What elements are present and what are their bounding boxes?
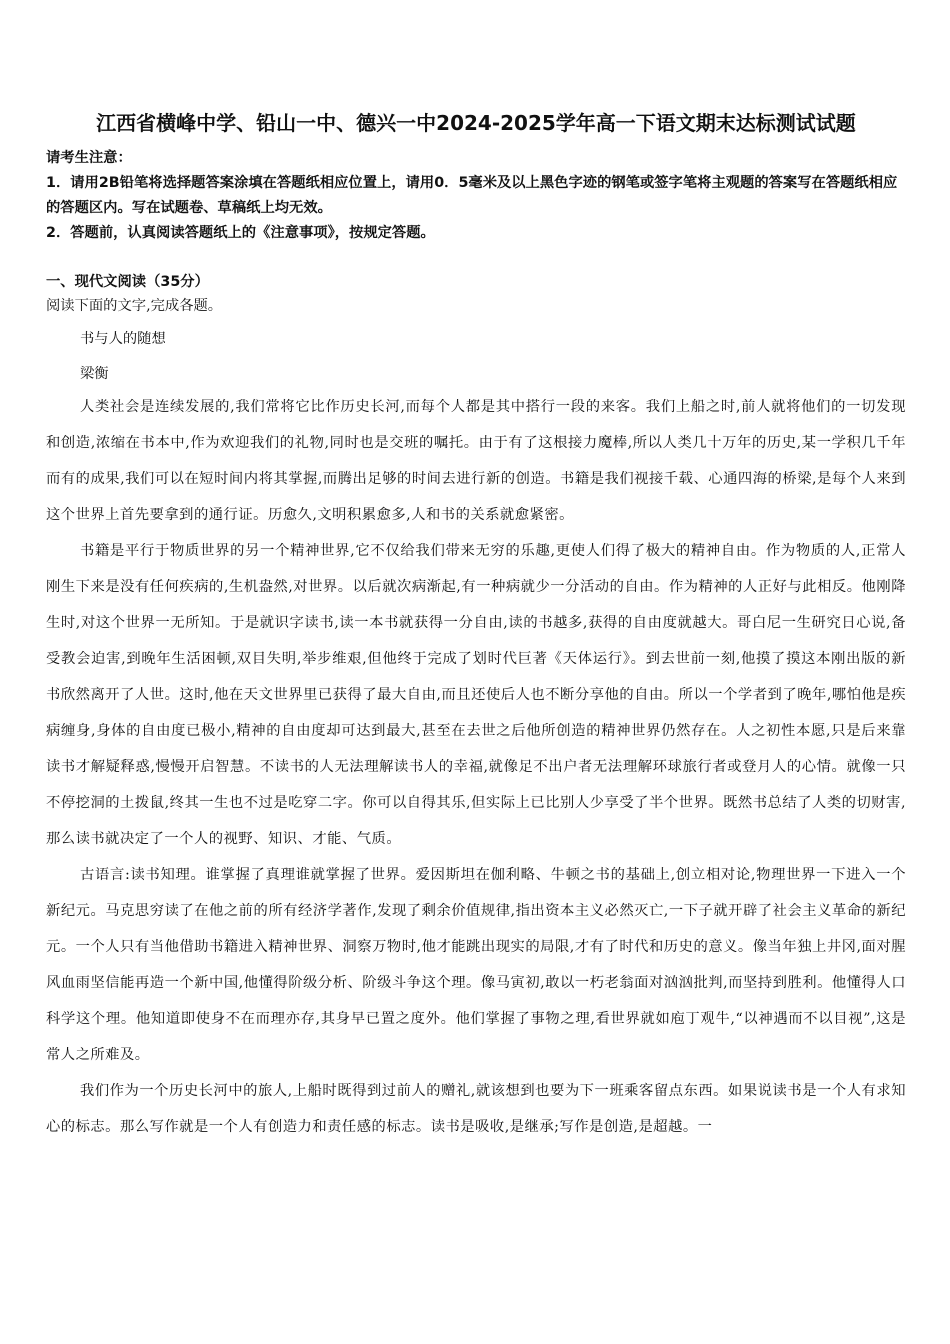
exam-notice [46, 146, 906, 246]
section-heading: 一、现代文阅读（35分） [46, 274, 209, 290]
notice-item-2: 2．答题前，认真阅读答题纸上的《注意事项》，按规定答题。 [46, 225, 435, 241]
notice-item-1: 1．请用2B铅笔将选择题答案涂填在答题纸相应位置上，请用0．5毫米及以上黑色字迹的钢笔或签字笔将主观题的答案写在答题纸相应的答题区内。写在试题卷、草稿纸上均无效。 [46, 175, 898, 216]
article-paragraph: 人类社会是连续发展的,我们常将它比作历史长河,而每个人都是其中搭行一段的来客。我们上船之时,前人就将他们的一切发现和创造,浓缩在书本中,作为欢迎我们的礼物,同时也是交班的嘱托。由于有了这根接力魔棒,所以人类几十万年的历史,某一学积几千年而有的成果,我们可以在短时间内将其掌握,而腾出足够的时间去进行新的创造。书籍是我们视接千载、心通四海的桥梁,是每个人来到这个世界上首先要拿到的通行证。历愈久,文明积累愈多,人和书的关系就愈紧密。 [46, 399, 906, 523]
article-title: 书与人的随想 [80, 331, 166, 347]
notice-heading: 请考生注意： [46, 150, 132, 166]
section-instruction: 阅读下面的文字,完成各题。 [46, 298, 223, 314]
article-author: 梁衡 [80, 366, 109, 382]
article-body [46, 389, 906, 1145]
article-paragraph: 书籍是平行于物质世界的另一个精神世界,它不仅给我们带来无穷的乐趣,更使人们得了极大的精神自由。作为物质的人,正常人刚生下来是没有任何疾病的,生机盎然,对世界。以后就次病渐起,有一种病就少一分活动的自由。作为精神的人正好与此相反。他刚降生时,对这个世界一无所知。于是就识字读书,读一本书就获得一分自由,读的书越多,获得的自由度就越大。哥白尼一生研究日心说,备受教会迫害,到晚年生活困顿,双目失明,举步维艰,但他终于完成了划时代巨著《天体运行》。到去世前一刻,他摸了摸这本刚出版的新书欣然离开了人世。这时,他在天文世界里已获得了最大自由,而且还使后人也不断分享他的自由。所以一个学者到了晚年,哪怕他是疾病缠身,身体的自由度已极小,精神的自由度却可达到最大,甚至在去世之后他所创造的精神世界仍然存在。人之初性本愿,只是后来靠读书才解疑释惑,慢慢开启智慧。不读书的人无法理解读书人的幸福,就像足不出户者无法理解环球旅行者或登月人的心情。就像一只不停挖洞的土拨鼠,终其一生也不过是吃穿二字。你可以自得其乐,但实际上已比别人少享受了半个世界。既然书总结了人类的切财害,那么读书就决定了一个人的视野、知识、才能、气质。 [46, 543, 906, 847]
article-paragraph: 我们作为一个历史长河中的旅人,上船时既得到过前人的赠礼,就该想到也要为下一班乘客留点东西。如果说读书是一个人有求知心的标志。那么写作就是一个人有创造力和责任感的标志。读书是吸收,是继承;写作是创造,是超越。一 [46, 1083, 906, 1135]
document-page [46, 108, 906, 1145]
article-paragraph: 古语言:读书知理。谁掌握了真理谁就掌握了世界。爱因斯坦在伽利略、牛顿之书的基础上,创立相对论,物理世界一下进入一个新纪元。马克思穷读了在他之前的所有经济学著作,发现了剩余价值规律,指出资本主义必然灭亡,一下子就开辟了社会主义革命的新纪元。一个人只有当他借助书籍进入精神世界、洞察万物时,他才能跳出现实的局限,才有了时代和历史的意义。像当年独上井冈,面对腥风血雨坚信能再造一个新中国,他懂得阶级分析、阶级斗争这个理。像马寅初,敢以一朽老翁面对汹汹批判,而坚持到胜利。他懂得人口科学这个理。他知道即使身不在而理亦存,其身早已置之度外。他们掌握了事物之理,看世界就如庖丁观牛,“以神遇而不以目视”,这是常人之所难及。 [46, 867, 906, 1063]
document-title: 江西省横峰中学、铅山一中、德兴一中2024-2025学年高一下语文期末达标测试试题 [96, 111, 856, 135]
